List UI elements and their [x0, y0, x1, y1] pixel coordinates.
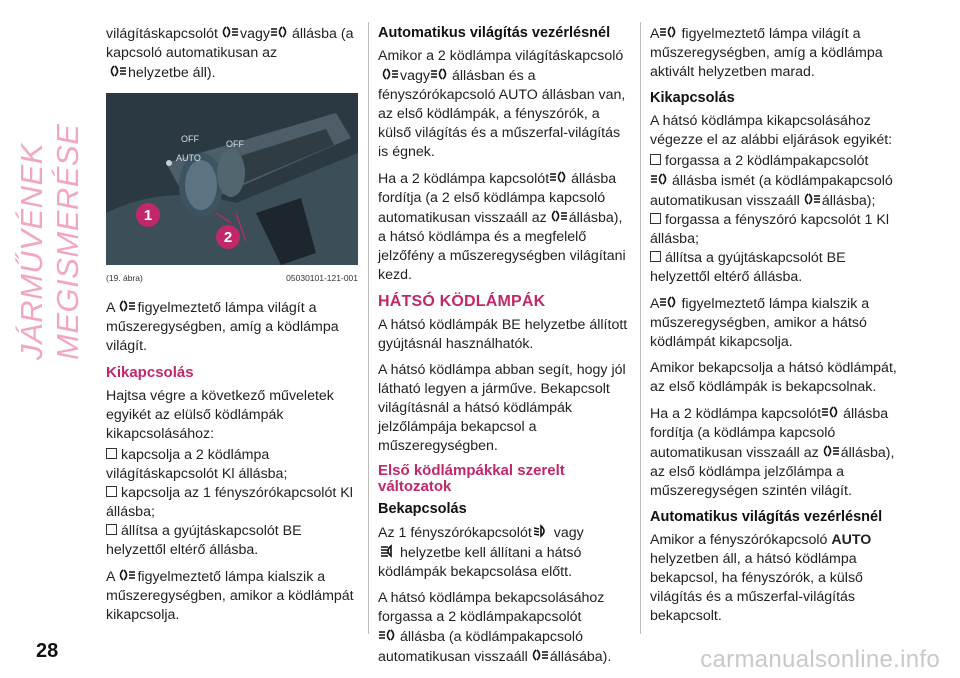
- bullet-box-icon: [650, 251, 661, 262]
- bullet-box-icon: [650, 154, 661, 165]
- paragraph: A figyelmeztető lámpa kialszik a műszeregységben, amikor a hátsó ködlámpát kikapcsolja.: [650, 296, 870, 350]
- rear-fog-light-icon: [549, 169, 571, 185]
- front-fog-light-icon: [819, 443, 841, 459]
- heading-bekapcsolas: Bekapcsolás: [378, 501, 467, 517]
- paragraph: A hátsó ködlámpa kikapcsolásához végezze el az alábbi eljárások egyikét:: [650, 113, 893, 148]
- paragraph: A figyelmeztető lámpa világít a műszeregységben, amíg a ködlámpa aktivált helyzetben marad.: [650, 26, 883, 80]
- bullet-item: kapcsolja a 2 ködlámpa világításkapcsolót Kl állásba;: [106, 447, 288, 482]
- bullet-item: forgassa a fényszóró kapcsolót 1 Kl állásba;: [650, 212, 889, 247]
- rear-fog-light-icon: [378, 627, 400, 643]
- bullet-box-icon: [106, 448, 117, 459]
- paragraph: világításkapcsolót vagy állásba (a kapcsoló automatikusan az helyzetbe áll).: [106, 26, 354, 81]
- column-divider: [640, 22, 641, 634]
- front-fog-light-icon: [800, 191, 822, 207]
- heading-kikapcsolas: Kikapcsolás: [106, 364, 194, 381]
- bullet-box-icon: [106, 486, 117, 497]
- bullet-box-icon: [106, 524, 117, 535]
- switch-label-off: OFF: [181, 134, 199, 144]
- rear-fog-light-icon: [270, 24, 292, 40]
- paragraph: Hajtsa végre a következő műveletek egyikét az elülső ködlámpák kikapcsolásához:: [106, 388, 334, 442]
- paragraph: A hátsó ködlámpák BE helyzetbe állított gyújtásnál használhatók.: [378, 317, 628, 352]
- paragraph: A figyelmeztető lámpa világít a műszeregységben, amíg a ködlámpa világít.: [106, 300, 339, 354]
- rear-fog-light-icon: [650, 171, 672, 187]
- bullet-item: kapcsolja az 1 fényszórókapcsolót Kl állásba;: [106, 485, 353, 520]
- front-fog-light-icon: [115, 567, 137, 583]
- heading-automatic-lighting: Automatikus világítás vezérlésnél: [650, 509, 883, 525]
- column-2: [378, 24, 630, 674]
- front-fog-light-icon: [378, 66, 400, 82]
- paragraph: Ha a 2 ködlámpa kapcsolót állásba fordítja (a 2 első ködlámpa kapcsoló automatikusan visszaáll az állásba), a hátsó ködlámpa és a megfelelő jelzőfény a műszeregységben világítani kezd.: [378, 171, 626, 283]
- heading-front-fog-versions: Első ködlámpákkal szerelt változatok: [378, 462, 565, 495]
- paragraph: A figyelmeztető lámpa kialszik a műszeregységben, amikor a ködlámpát kikapcsolja.: [106, 569, 354, 623]
- rear-fog-light-icon: [430, 66, 452, 82]
- switch-label-auto: AUTO: [176, 153, 201, 163]
- column-1: [106, 24, 358, 632]
- bullet-box-icon: [650, 213, 661, 224]
- page-number: 28: [36, 640, 59, 662]
- section-side-title: JÁRMŰVÉNEK MEGISMERÉSE: [14, 123, 85, 360]
- rear-fog-light-icon: [659, 294, 681, 310]
- bullet-item: állítsa a gyújtáskapcsolót BE helyzettől eltérő állásba.: [650, 250, 846, 285]
- watermark-text: carmanualsonline.info: [700, 646, 940, 673]
- heading-rear-fog-lights: HÁTSÓ KÖDLÁMPÁK: [378, 293, 546, 310]
- callout-1: 1: [136, 203, 160, 227]
- paragraph: Amikor a fényszórókapcsoló AUTO helyzetben áll, a hátsó ködlámpa bekapcsol, ha fényszórók, a külső világítás és a műszerfal-világítás bekapcsolt.: [650, 532, 872, 624]
- paragraph: A hátsó ködlámpa abban segít, hogy jól látható legyen a járműve. Bekapcsolt világításnál a hátsó ködlámpák jelzőlámpája bekapcsol a műszeregységben.: [378, 362, 626, 454]
- paragraph: Ha a 2 ködlámpa kapcsolót állásba fordítja (a ködlámpa kapcsoló automatikusan visszaáll az állásba), az első ködlámpa jelzőlámpa a műszeregységen szintén világít.: [650, 406, 895, 499]
- paragraph: Amikor a 2 ködlámpa világításkapcsoló vagy állásban és a fényszórókapcsoló AUTO állásban van, az első ködlámpák, a fényszórók, a külső világítás és a műszerfal-világítás is égnek.: [378, 48, 626, 160]
- figure-caption: (19. ábra) 05030101-121-001: [106, 273, 358, 283]
- paragraph: Az 1 fényszórókapcsolót vagy helyzetbe kell állítani a hátsó ködlámpák bekapcsolása előtt.: [378, 525, 584, 580]
- heading-kikapcsolas: Kikapcsolás: [650, 90, 735, 106]
- paragraph: A hátsó ködlámpa bekapcsolásához forgassa a 2 ködlámpakapcsolót állásba (a ködlámpakapcsoló automatikusan visszaáll állásába).: [378, 590, 612, 665]
- headlight-icon: [378, 543, 400, 559]
- heading-automatic-lighting: Automatikus világítás vezérlésnél: [378, 25, 611, 41]
- front-fog-light-icon: [218, 24, 240, 40]
- column-3: [650, 24, 905, 633]
- column-divider: [368, 22, 369, 634]
- rear-fog-light-icon: [659, 24, 681, 40]
- front-fog-light-icon: [115, 298, 137, 314]
- front-fog-light-icon: [106, 63, 128, 79]
- switch-label-off: OFF: [226, 139, 244, 149]
- callout-2: 2: [216, 225, 240, 249]
- bullet-item: állítsa a gyújtáskapcsolót BE helyzettől eltérő állásba.: [106, 523, 302, 558]
- paragraph: Amikor bekapcsolja a hátsó ködlámpát, az első ködlámpák is bekapcsolnak.: [650, 360, 897, 395]
- front-fog-light-icon: [528, 647, 550, 663]
- rear-fog-light-icon: [821, 404, 843, 420]
- front-fog-light-icon: [547, 208, 569, 224]
- low-beam-icon: [532, 523, 554, 539]
- fog-light-switch-figure: [106, 93, 358, 265]
- bullet-item: forgassa a 2 ködlámpakapcsolót állásba ismét (a ködlámpakapcsoló automatikusan visszaáll állásba);: [650, 153, 893, 209]
